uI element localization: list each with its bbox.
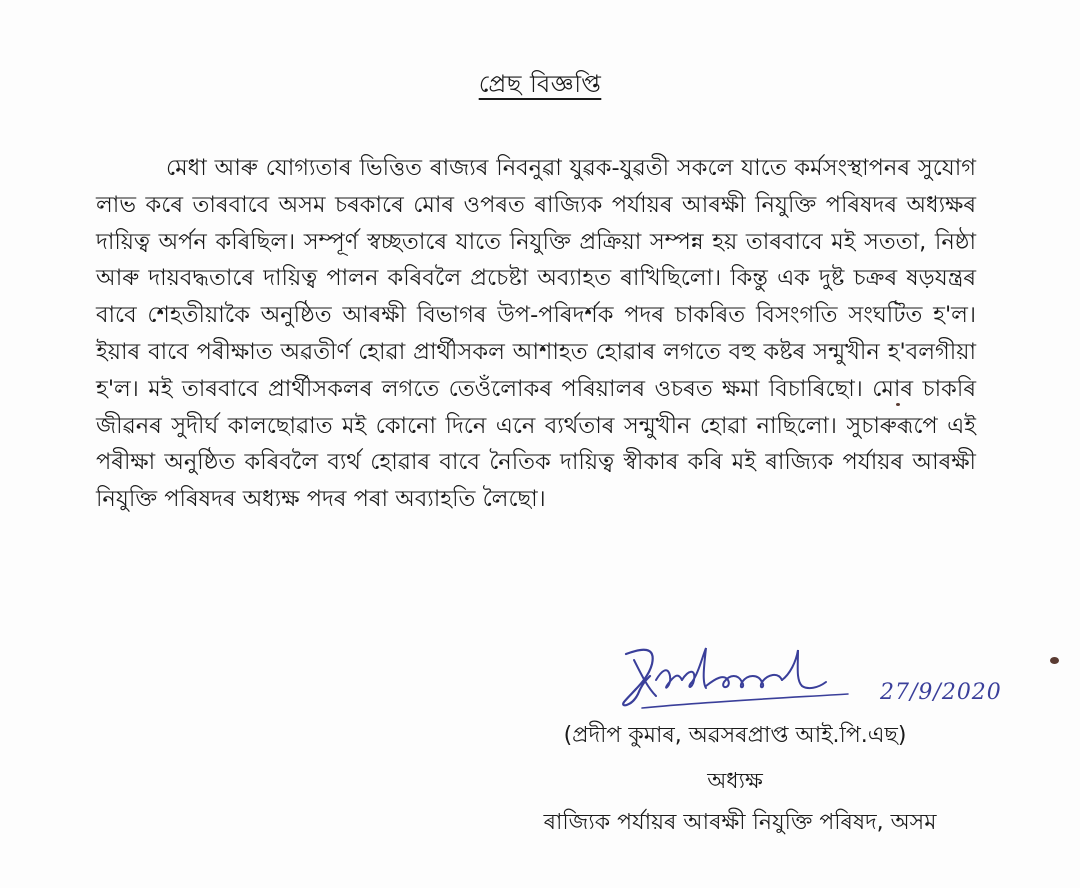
handwritten-signature <box>612 636 872 716</box>
paper-speck <box>1050 657 1059 664</box>
document-title: প্ৰেছ বিজ্ঞপ্তি <box>478 70 602 98</box>
signatory-organization: ৰাজ্যিক পৰ্যায়ৰ আৰক্ষী নিযুক্তি পৰিষদ, অসম <box>543 810 937 835</box>
document-body: মেধা আৰু যোগ্যতাৰ ভিত্তিত ৰাজ্যৰ নিবনুৱা যুৱক-যুৱতী সকলে যাতে কৰ্মসংস্থাপনৰ সুযোগ লাভ কৰে তাৰবাবে অসম চৰকাৰে মোৰ ওপৰত ৰাজ্যিক পৰ্যায়ৰ আৰক্ষী নিযুক্তি পৰিষদৰ অধ্যক্ষৰ দায়িত্ব অৰ্পন কৰিছিল। সম্পূৰ্ণ স্বচ্ছতাৰে যাতে নিযুক্তি প্ৰক্ৰিয়া সম্পন্ন হয় তাৰবাবে মই সততা, নিষ্ঠা আৰু দায়বদ্ধতাৰে দায়িত্ব পালন কৰিবলৈ প্ৰচেষ্টা অব্যাহত ৰাখিছিলো। কিন্তু এক দুষ্ট চক্ৰৰ ষড়যন্ত্ৰৰ বাবে শেহতীয়াকৈ অনুষ্ঠিত আৰক্ষী বিভাগৰ উপ-পৰিদৰ্শক পদৰ চাকৰিত বিসংগতি সংঘটিত হ'ল। ইয়াৰ বাবে পৰীক্ষাত অৱতীৰ্ণ হোৱা প্ৰাৰ্থীসকল আশাহত হোৱাৰ লগতে বহু কষ্টৰ সন্মুখীন হ'বলগীয়া হ'ল। মই তাৰবাবে প্ৰাৰ্থীসকলৰ লগতে তেওঁলোকৰ পৰিয়ালৰ ওচৰত ক্ষমা বিচাৰিছো। মোৰ চাকৰি জীৱনৰ সুদীৰ্ঘ কালছোৱাত মই কোনো দিনে এনে ব্যৰ্থতাৰ সন্মুখীন হোৱা নাছিলো। সুচাৰুৰূপে এই পৰীক্ষা অনুষ্ঠিত কৰিবলৈ ব্যৰ্থ হোৱাৰ বাবে নৈতিক দায়িত্ব স্বীকাৰ কৰি মই ৰাজ্যিক পৰ্যায়ৰ আৰক্ষী নিযুক্তি পৰিষদৰ অধ্যক্ষ পদৰ পৰা অব্যাহতি লৈছো। <box>96 155 976 513</box>
signatory-designation: অধ্যক্ষ <box>707 769 763 794</box>
signatory-name: (প্ৰদীপ কুমাৰ, অৱসৰপ্ৰাপ্ত আই.পি.এছ) <box>563 723 907 748</box>
signature-date: 27/9/2020 <box>880 680 1002 705</box>
paper-speck <box>896 403 900 406</box>
